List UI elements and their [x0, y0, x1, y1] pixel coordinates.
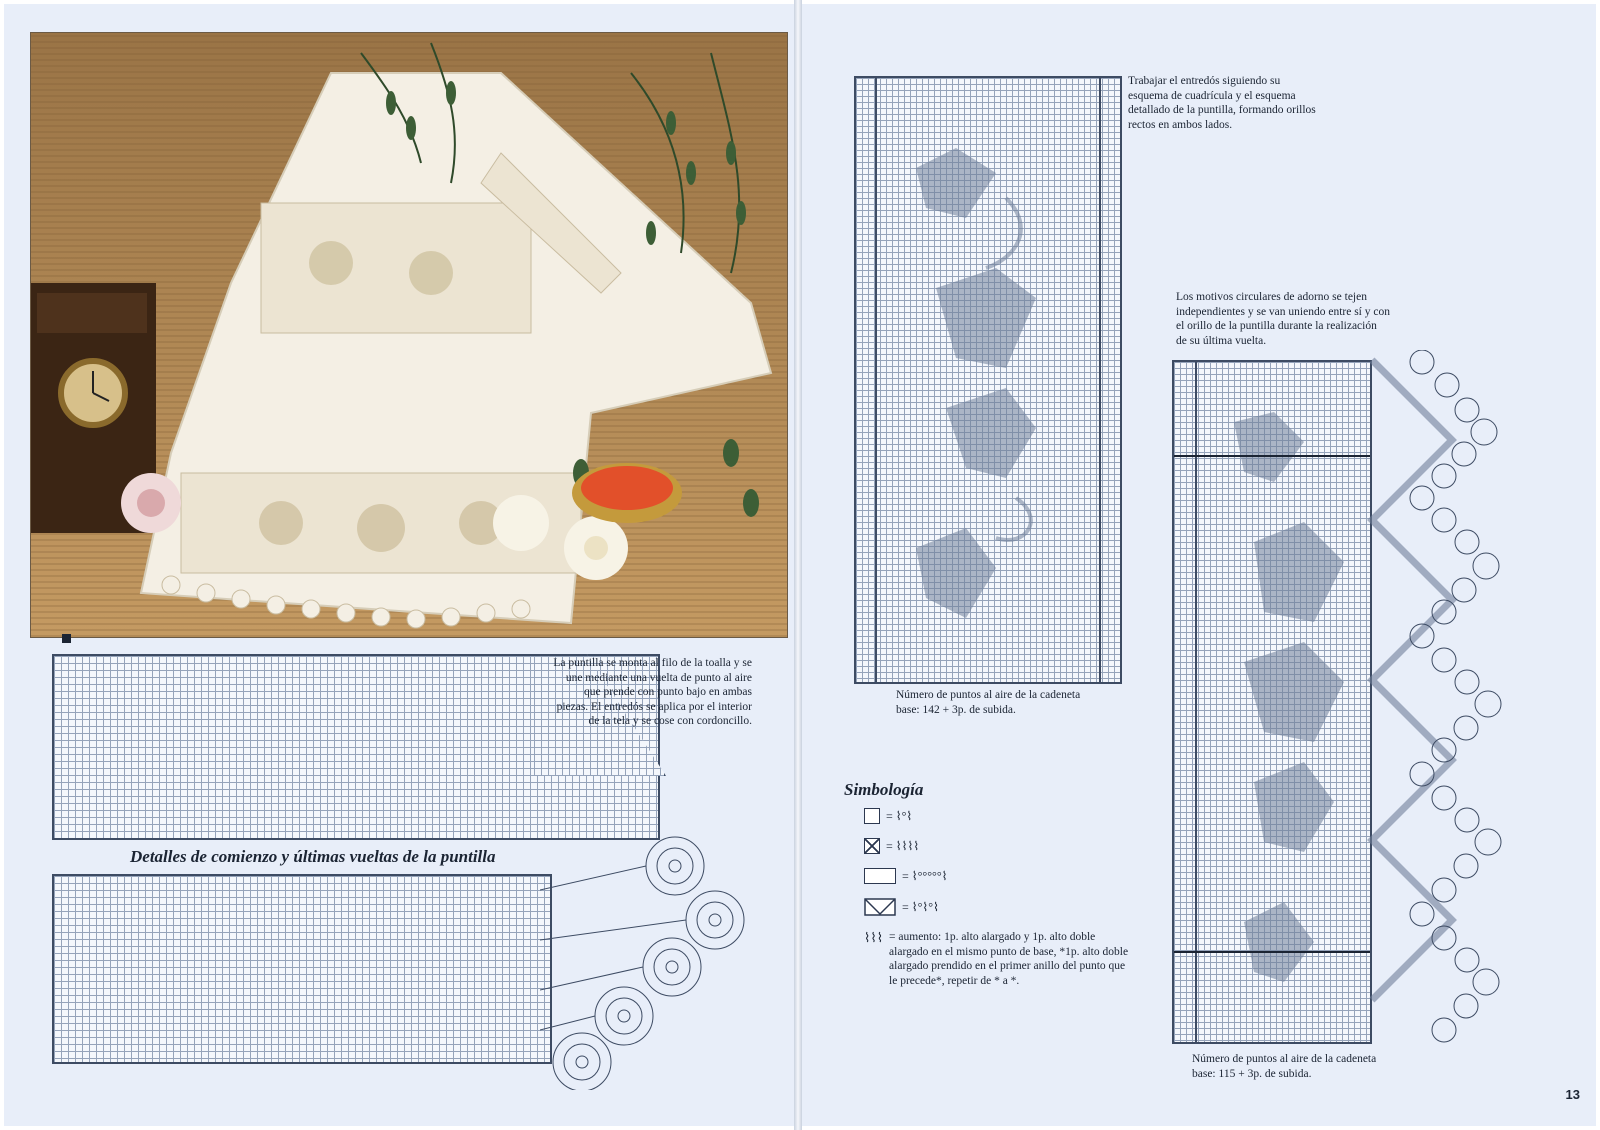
page-number: 13	[1565, 1087, 1580, 1102]
crossed-square-icon	[864, 838, 880, 854]
start-marker-icon	[62, 634, 71, 643]
insertion-chart	[854, 76, 1122, 684]
legend-row-rectangle	[864, 868, 947, 884]
edging-note: La puntilla se monta al filo de la toalla y se une mediante una vuelta de punto al aire que prende con punto bajo en ambas piezas. El entredós se aplica por el interior de la tela y se cose con cordoncillo.	[553, 657, 752, 727]
legend-text: = ⌇⌇⌇⌇	[886, 838, 920, 853]
edging-caption: Número de puntos al aire de la cadeneta base: 115 + 3p. de subida.	[1192, 1053, 1377, 1080]
legend-row-empty	[864, 808, 912, 824]
empty-square-icon	[864, 808, 880, 824]
legend-row-crossed	[864, 838, 919, 854]
open-rectangle-icon	[864, 868, 896, 884]
circular-motifs	[540, 830, 760, 1090]
details-heading: Detalles de comienzo y últimas vueltas de la puntilla	[130, 847, 496, 866]
right-page	[802, 4, 1596, 1126]
towel-photo	[30, 32, 788, 638]
legend-increase-text: = aumento: 1p. alto alargado y 1p. alto doble alargado en el mismo punto de base, *1p. alto doble alargado prendido en el primer anillo del punto que le precede*, repetir de * a *.	[889, 931, 1129, 987]
edging-side-chart	[1172, 360, 1372, 1044]
motifs-note: Los motivos circulares de adorno se tejen independientes y se van uniendo entre sí y con el orillo de la puntilla durante la realización de su última vuelta.	[1176, 291, 1390, 347]
increase-symbol-icon: ⌇⌇⌇	[864, 930, 884, 945]
legend-text: = ⌇°⌇	[886, 808, 913, 823]
legend-text: = ⌇°⌇°⌇	[902, 899, 939, 914]
left-page	[4, 4, 794, 1126]
legend-row-increase	[864, 930, 1129, 988]
insertion-caption: Número de puntos al aire de la cadeneta base: 142 + 3p. de subida.	[896, 689, 1081, 716]
edging-scallops	[1362, 350, 1502, 1050]
v-rectangle-icon	[864, 898, 896, 916]
legend-title: Simbología	[844, 780, 924, 799]
legend-text: = ⌇°°°°°⌇	[902, 868, 948, 883]
edging-end-chart	[52, 874, 552, 1064]
book-spine	[794, 0, 802, 1130]
legend-row-v	[864, 898, 939, 916]
insertion-note: Trabajar el entredós siguiendo su esquema de cuadrícula y el esquema detallado de la puntilla, formando orillos rectos en ambos lados.	[1128, 75, 1316, 131]
